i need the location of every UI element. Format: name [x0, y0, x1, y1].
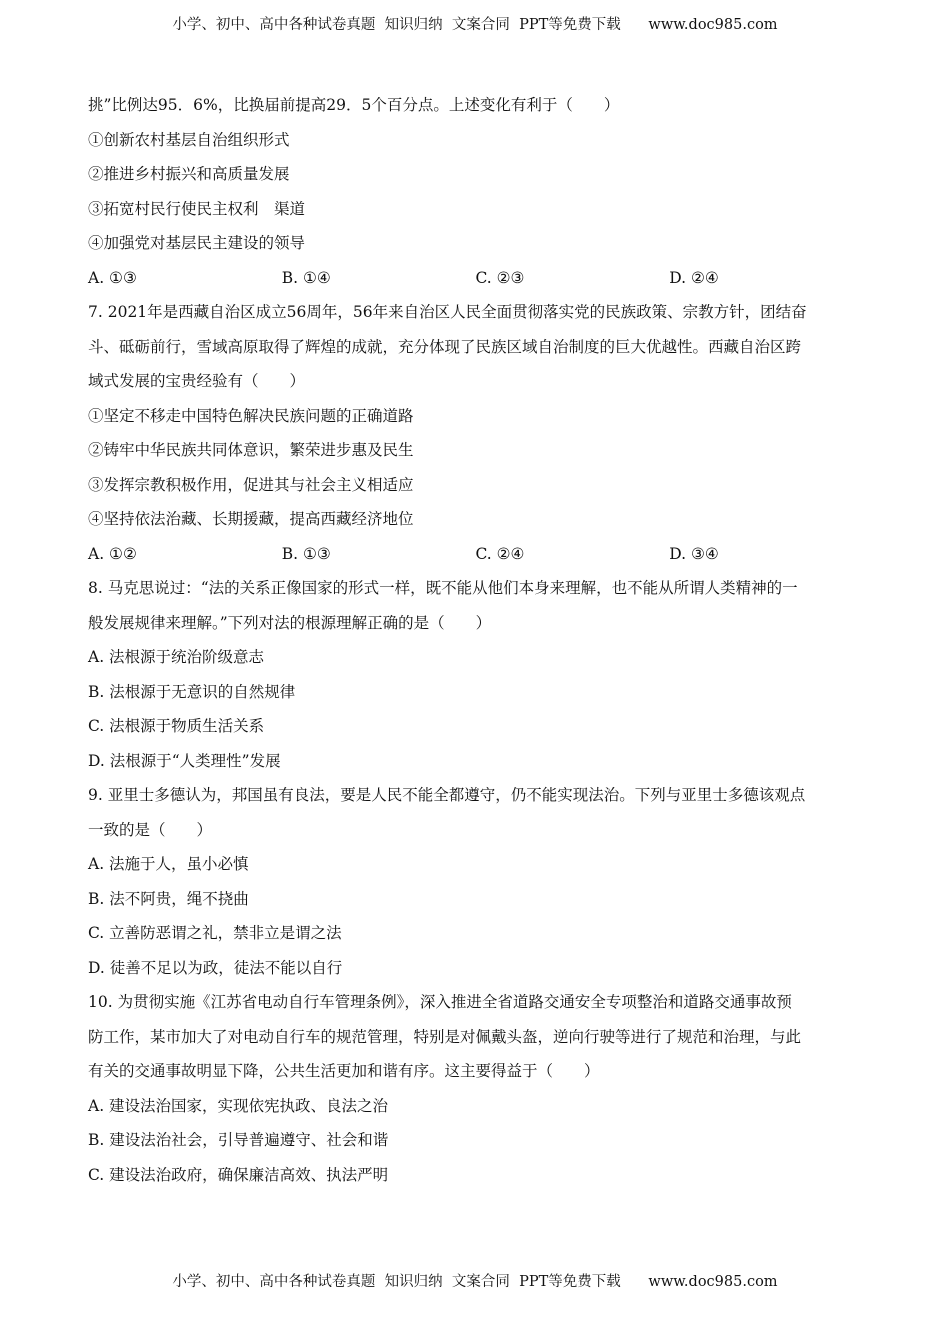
q7-option-c: C. ②④	[475, 544, 525, 563]
q7-item-4: ④坚持依法治藏、长期援藏，提高西藏经济地位	[88, 510, 414, 528]
q6-option-b: B. ①④	[281, 268, 331, 287]
q7-stem-line-3: 域式发展的宝贵经验有（ ）	[88, 372, 306, 390]
q7-item-2: ②铸牢中华民族共同体意识，繁荣进步惠及民生	[88, 441, 414, 459]
q7-option-b: B. ①③	[281, 544, 331, 563]
q6-item-2: ②推进乡村振兴和高质量发展	[88, 165, 290, 183]
exam-content	[88, 88, 863, 1192]
q10-stem-line-1: 10. 为贯彻实施《江苏省电动自行车管理条例》，深入推进全省道路交通安全专项整治和道路交通事故预	[88, 993, 792, 1011]
q8-option-a: A. 法根源于统治阶级意志	[88, 648, 265, 666]
q6-item-4: ④加强党对基层民主建设的领导	[88, 234, 306, 252]
q10-option-b: B. 建设法治社会，引导普遍遵守、社会和谐	[88, 1131, 389, 1149]
q10-option-c: C. 建设法治政府，确保廉洁高效、执法严明	[88, 1165, 389, 1184]
q7-item-1: ①坚定不移走中国特色解决民族问题的正确道路	[88, 406, 414, 425]
q10-option-a: A. 建设法治国家，实现依宪执政、良法之治	[88, 1096, 389, 1115]
q10-stem-line-3: 有关的交通事故明显下降，公共生活更加和谐有序。这主要得益于（ ）	[88, 1062, 600, 1080]
q10-stem-line-2: 防工作，某市加大了对电动自行车的规范管理，特别是对佩戴头盔，逆向行驶等进行了规范和治理，与此	[88, 1027, 802, 1046]
q8-stem-line-1: 8. 马克思说过：“法的关系正像国家的形式一样，既不能从他们本身来理解，也不能从所谓人类精神的一	[88, 579, 798, 597]
q9-stem-line-2: 一致的是（ ）	[88, 820, 213, 839]
q6-option-c: C. ②③	[475, 268, 525, 287]
q6-option-d: D. ②④	[669, 268, 719, 287]
q7-option-d: D. ③④	[669, 544, 719, 563]
page-footer: 小学、初中、高中各种试卷真题 知识归纳 文案合同 PPT等免费下载 www.doc985.com	[172, 1274, 778, 1290]
page-header: 小学、初中、高中各种试卷真题 知识归纳 文案合同 PPT等免费下载 www.doc985.com	[172, 17, 778, 33]
q7-option-a: A. ①②	[88, 544, 137, 563]
q9-stem-line-1: 9. 亚里士多德认为，邦国虽有良法，要是人民不能全都遵守，仍不能实现法治。下列与亚里士多德该观点	[88, 786, 806, 804]
q8-option-b: B. 法根源于无意识的自然规律	[88, 682, 296, 701]
q9-option-c: C. 立善防恶谓之礼，禁非立是谓之法	[88, 924, 342, 942]
q6-continuation: 挑”比例达95．6%，比换届前提高29．5个百分点。上述变化有利于（ ）	[88, 96, 620, 114]
q6-options	[88, 261, 863, 296]
q9-option-a: A. 法施于人，虽小必慎	[88, 855, 249, 873]
q7-stem-line-2: 斗、砥砺前行，雪域高原取得了辉煌的成就，充分体现了民族区域自治制度的巨大优越性。西藏自治区跨	[88, 337, 802, 356]
q9-option-d: D. 徒善不足以为政，徒法不能以自行	[88, 958, 343, 977]
q9-option-b: B. 法不阿贵，绳不挠曲	[88, 889, 249, 908]
q6-item-3: ③拓宽村民行使民主权利 渠道	[88, 199, 306, 218]
q8-option-c: C. 法根源于物质生活关系	[88, 717, 265, 735]
q8-stem-line-2: 般发展规律来理解。”下列对法的根源理解正确的是（ ）	[88, 613, 492, 632]
q6-item-1: ①创新农村基层自治组织形式	[88, 130, 290, 149]
q7-stem-line-1: 7. 2021年是西藏自治区成立56周年，56年来自治区人民全面贯彻落实党的民族政策、宗教方针，团结奋	[88, 303, 807, 321]
q7-options	[88, 537, 863, 572]
q6-option-a: A. ①③	[88, 268, 137, 287]
q7-item-3: ③发挥宗教积极作用，促进其与社会主义相适应	[88, 475, 414, 494]
q8-option-d: D. 法根源于“人类理性”发展	[88, 751, 281, 770]
